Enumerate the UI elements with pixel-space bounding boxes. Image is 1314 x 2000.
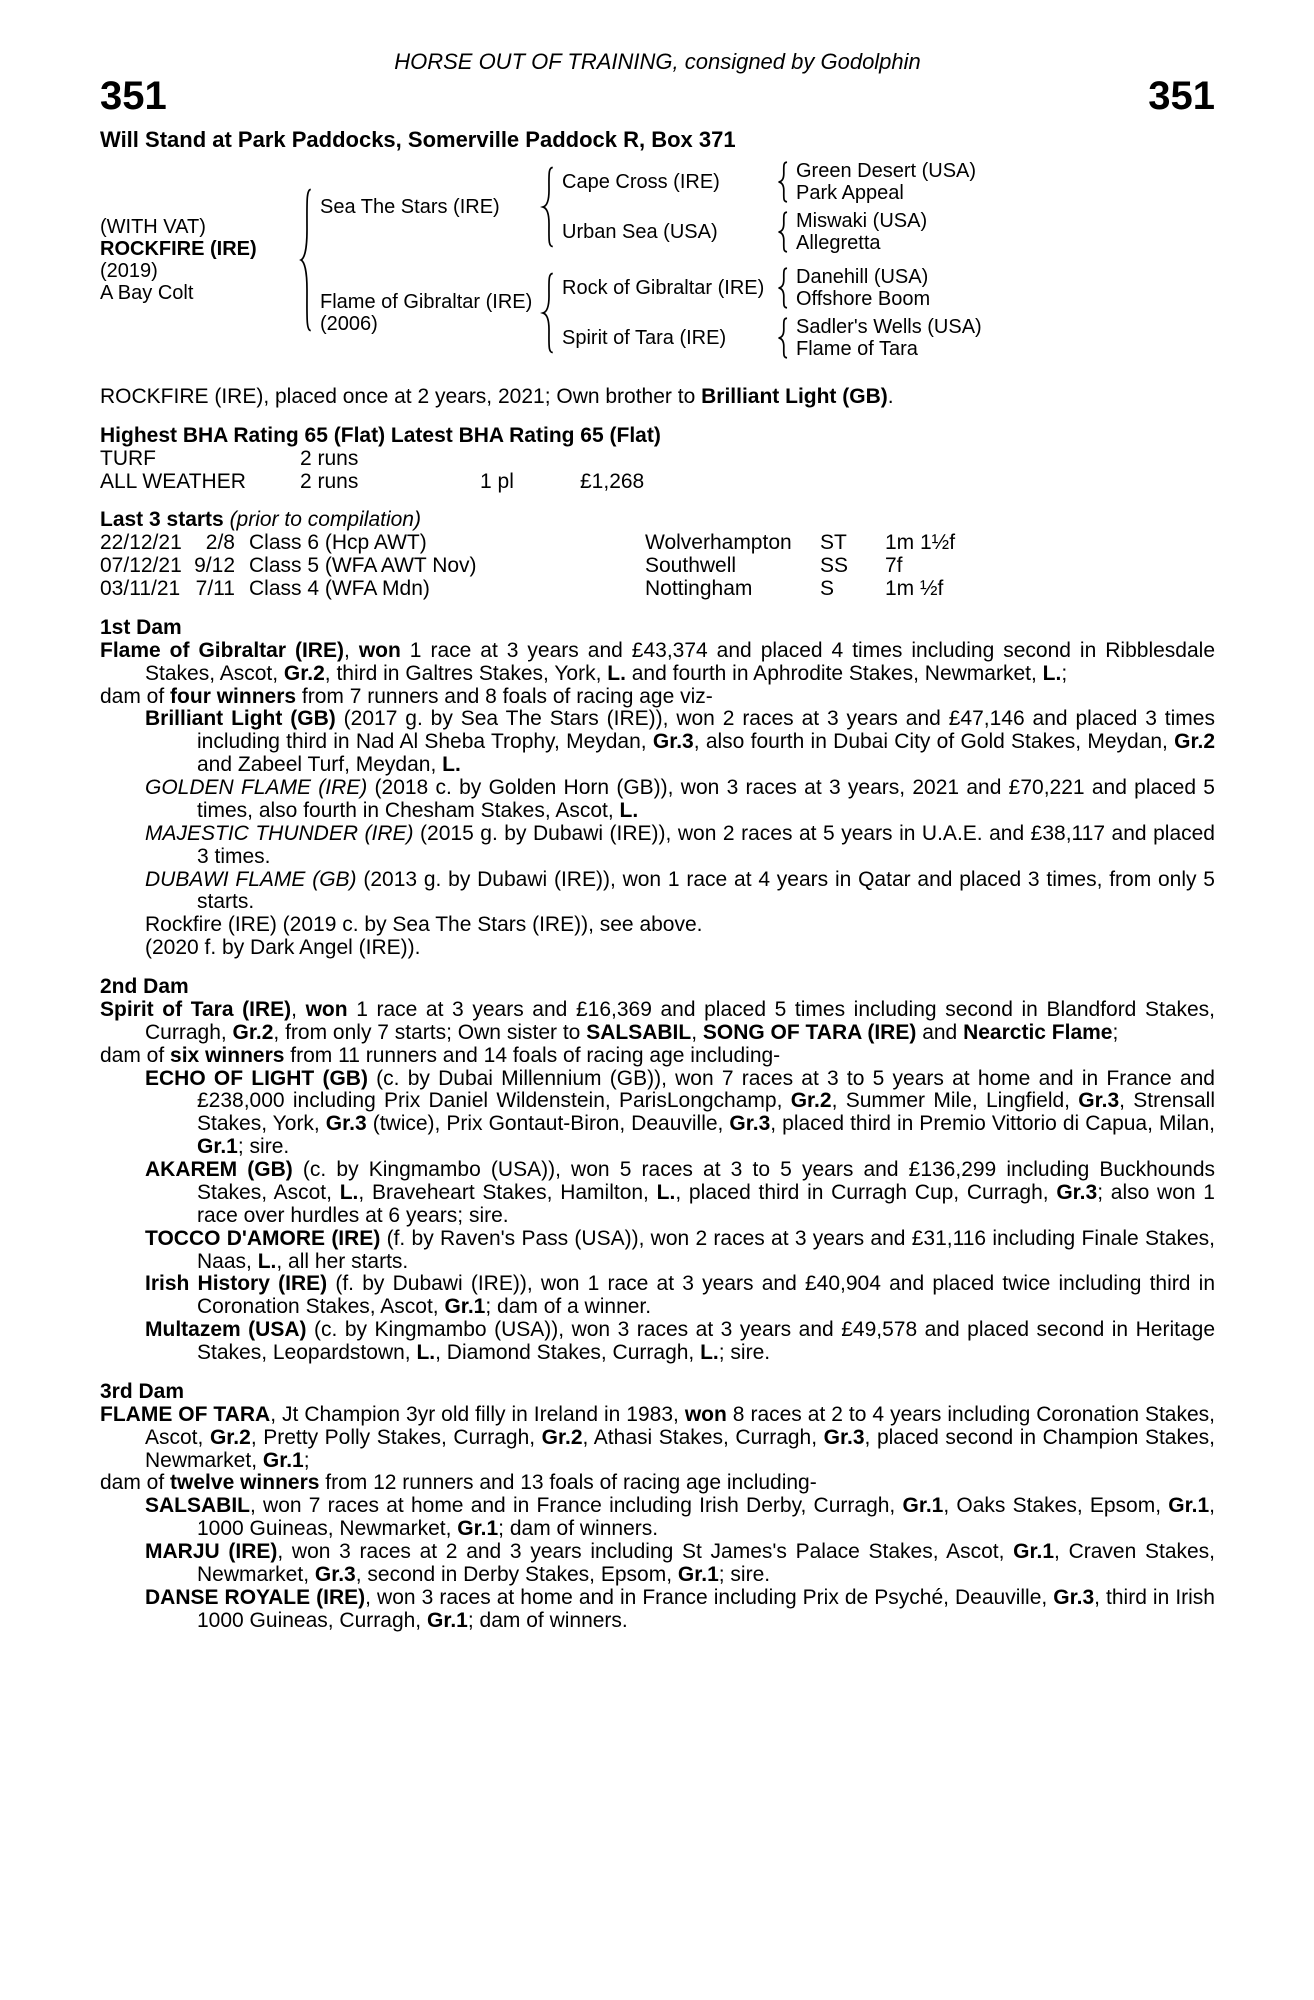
dam1-offspring-3: MAJESTIC THUNDER (IRE) (2015 g. by Dubawi (IRE)), won 2 races at 5 years in U.A.E. and £38,117 and placed 3 times. (145, 821, 1215, 868)
brace-icon (776, 211, 789, 253)
lot-number-row (100, 73, 1215, 118)
rating-surface: ALL WEATHER (100, 469, 246, 493)
dam1-offspring-5: Rockfire (IRE) (2019 c. by Sea The Stars (IRE)), see above. (145, 913, 703, 937)
race-row (100, 532, 1215, 555)
race-course: Southwell (645, 554, 737, 578)
race-going: ST (820, 531, 847, 555)
race-row (100, 555, 1215, 578)
pedigree-dam-sire-branch (562, 266, 982, 310)
dam3-offspring-1: SALSABIL, won 7 races at home and in France including Irish Derby, Curragh, Gr.1, Oaks Stakes, Epsom, Gr.1, 1000 Guineas, Newmarket, Gr.1; dam of winners. (145, 1494, 1215, 1541)
pedigree-dam-dam-sire: Sadler's Wells (USA) (796, 315, 982, 338)
dam3-summary: FLAME OF TARA, Jt Champion 3yr old filly in Ireland in 1983, won 8 races at 2 to 4 years including Coronation Stakes, Ascot, Gr.2, Pretty Polly Stakes, Curragh, Gr.2, Athasi Stakes, Curragh, Gr.3, placed second in Champion Stakes, Newmarket, Gr.1; (100, 1402, 1216, 1472)
race-date: 03/11/21 (100, 577, 181, 601)
dam2-offspring-2: AKAREM (GB) (c. by Kingmambo (USA)), won 5 races at 3 to 5 years and £136,299 including Buckhounds Stakes, Ascot, L., Braveheart Stakes, Hamilton, L., placed third in Curragh Cup, Curragh, Gr.3; also won 1 race over hurdles at 6 years; sire. (145, 1158, 1215, 1227)
last-starts-block (100, 509, 1215, 601)
dam1-offspring-6: (2020 f. by Dark Angel (IRE)). (145, 936, 421, 960)
dam3-section (100, 1381, 1215, 1633)
pedigree-dam (320, 291, 538, 335)
race-course: Wolverhampton (645, 531, 792, 555)
brace-icon (540, 271, 555, 355)
brace-icon (776, 161, 789, 203)
dam1-offspring-4: DUBAWI FLAME (GB) (2013 g. by Dubawi (IRE)), won 1 race at 4 years in Qatar and placed 3 times, from only 5 starts. (145, 867, 1215, 914)
dam1-produce-note: dam of four winners from 7 runners and 8 foals of racing age viz- (100, 684, 713, 708)
bha-rating-line: Highest BHA Rating 65 (Flat) Latest BHA Rating 65 (Flat) (100, 423, 661, 447)
rating-row-all-weather (100, 471, 1215, 494)
race-going: S (820, 577, 835, 601)
dam1-heading: 1st Dam (100, 615, 182, 639)
rating-places (480, 448, 580, 471)
dam2-offspring-5: Multazem (USA) (c. by Kingmambo (USA)), won 3 races at 3 years and £49,578 and placed second in Heritage Stakes, Leopardstown, L., Diamond Stakes, Curragh, L.; sire. (145, 1318, 1215, 1365)
rating-surface: TURF (100, 446, 156, 470)
pedigree-sire-sire-branch (562, 160, 976, 204)
dam2-summary: Spirit of Tara (IRE), won 1 race at 3 years and £16,369 and placed 5 times including second in Blandford Stakes, Curragh, Gr.2, from only 7 starts; Own sister to SALSABIL, SONG OF TARA (IRE) and Nearctic Flame; (100, 997, 1216, 1044)
pedigree-sire-sire-dam: Park Appeal (796, 181, 904, 204)
dam1-offspring-2: GOLDEN FLAME (IRE) (2018 c. by Golden Horn (GB)), won 3 races at 3 years, 2021 and £70,221 and placed 5 times, also fourth in Chesham Stakes, Ascot, L. (145, 776, 1215, 822)
race-class: Class 5 (WFA AWT Nov) (249, 554, 477, 578)
race-date: 22/12/21 (100, 531, 182, 555)
dam3-offspring-2: MARJU (IRE), won 3 races at 2 and 3 years including St James's Palace Stakes, Ascot, Gr.1, Craven Stakes, Newmarket, Gr.3, second in Derby Stakes, Epsom, Gr.1; sire. (145, 1540, 1216, 1586)
pedigree-dam-sire-sire: Danehill (USA) (796, 265, 929, 288)
pedigree-sire: Sea The Stars (IRE) (320, 195, 500, 218)
race-row (100, 578, 1215, 601)
race-distance: 7f (885, 554, 903, 578)
pedigree-dam-year: (2006) (320, 312, 378, 335)
dam2-produce-note: dam of six winners from 11 runners and 14 foals of racing age including- (100, 1043, 781, 1067)
race-date: 07/12/21 (100, 554, 182, 578)
bha-rating-block (100, 425, 1215, 494)
pedigree-subject (100, 216, 296, 304)
pedigree-dam-branch (320, 266, 982, 360)
pedigree-dam-sire: Rock of Gibraltar (IRE) (562, 276, 765, 299)
pedigree-sire-sire: Cape Cross (IRE) (562, 170, 720, 193)
pedigree-dam-dam-branch (562, 316, 982, 360)
race-going: SS (820, 554, 849, 578)
pedigree-dam-dam: Spirit of Tara (IRE) (562, 326, 727, 349)
brace-icon (776, 267, 789, 309)
horse-name: ROCKFIRE (IRE) (100, 237, 257, 260)
dam2-section (100, 976, 1215, 1365)
stand-location: Will Stand at Park Paddocks, Somerville Paddock R, Box 371 (100, 126, 736, 152)
pedigree-sire-dam-dam: Allegretta (796, 231, 881, 254)
dam3-heading: 3rd Dam (100, 1379, 185, 1403)
pedigree-sire-dam-branch (562, 210, 976, 254)
pedigree-table (100, 160, 1215, 360)
rating-runs: 2 runs (300, 446, 359, 470)
race-position: 2/8 (205, 531, 235, 555)
last-starts-heading: Last 3 starts (prior to compilation) (100, 508, 421, 532)
rating-row-turf (100, 448, 1215, 471)
rating-places: 1 pl (480, 469, 514, 493)
dam1-offspring-1: Brilliant Light (GB) (2017 g. by Sea The Stars (IRE)), won 2 races at 3 years and £47,146 and placed 3 times including third in Nad Al Sheba Trophy, Meydan, Gr.3, also fourth in Dubai City of Gold Stakes, Meydan, Gr.2 and Zabeel Turf, Meydan, L. (145, 707, 1216, 777)
brace-icon (298, 185, 313, 335)
pedigree-sire-dam-sire: Miswaki (USA) (796, 209, 928, 232)
rating-runs: 2 runs (300, 469, 359, 493)
race-class: Class 4 (WFA Mdn) (249, 577, 430, 601)
dam3-produce-note: dam of twelve winners from 12 runners and 13 foals of racing age including- (100, 1471, 817, 1495)
dam1-section (100, 617, 1215, 960)
foaling-year: (2019) (100, 259, 158, 282)
dam3-offspring-3: DANSE ROYALE (IRE), won 3 races at home and in France including Prix de Psyché, Deauville, Gr.3, third in Irish 1000 Guineas, Curragh, Gr.1; dam of winners. (145, 1585, 1215, 1632)
brace-icon (776, 317, 789, 359)
with-vat-note: (WITH VAT) (100, 215, 206, 238)
colour-sex: A Bay Colt (100, 281, 194, 304)
race-class: Class 6 (Hcp AWT) (249, 531, 427, 555)
intro-line: ROCKFIRE (IRE), placed once at 2 years, 2021; Own brother to Brilliant Light (GB). (100, 384, 894, 408)
pedigree-sire-sire-sire: Green Desert (USA) (796, 159, 977, 182)
page-title: HORSE OUT OF TRAINING, consigned by Godolphin (394, 49, 921, 74)
race-course: Nottingham (645, 577, 753, 601)
pedigree-sire-dam: Urban Sea (USA) (562, 220, 718, 243)
brace-icon (540, 165, 555, 249)
dam2-heading: 2nd Dam (100, 975, 189, 999)
pedigree-dam-sire-dam: Offshore Boom (796, 287, 931, 310)
dam2-offspring-1: ECHO OF LIGHT (GB) (c. by Dubai Millennium (GB)), won 7 races at 3 to 5 years at home and in France and £238,000 including Prix Daniel Wildenstein, ParisLongchamp, Gr.2, Summer Mile, Lingfield, Gr.3, Strensall Stakes, York, Gr.3 (twice), Prix Gontaut-Biron, Deauville, Gr.3, placed third in Premio Vittorio di Capua, Milan, Gr.1; sire. (145, 1066, 1215, 1159)
race-distance: 1m ½f (885, 577, 944, 601)
dam1-summary: Flame of Gibraltar (IRE), won 1 race at 3 years and £43,374 and placed 4 times including second in Ribblesdale Stakes, Ascot, Gr.2, third in Galtres Stakes, York, L. and fourth in Aphrodite Stakes, Newmarket, L.; (100, 638, 1215, 685)
lot-number-right: 351 (1148, 73, 1215, 118)
race-position: 7/11 (195, 577, 235, 601)
rating-earnings (580, 448, 1215, 471)
race-position: 9/12 (194, 554, 235, 578)
rating-earnings: £1,268 (580, 469, 645, 493)
dam2-offspring-4: Irish History (IRE) (f. by Dubawi (IRE)), won 1 race at 3 years and £40,904 and placed twice including third in Coronation Stakes, Ascot, Gr.1; dam of a winner. (145, 1272, 1215, 1319)
pedigree-dam-name: Flame of Gibraltar (IRE) (320, 290, 533, 313)
lot-number-left: 351 (100, 73, 167, 118)
dam2-offspring-3: TOCCO D'AMORE (IRE) (f. by Raven's Pass (USA)), won 2 races at 3 years and £31,116 including Finale Stakes, Naas, L., all her starts. (145, 1226, 1215, 1273)
race-distance: 1m 1½f (885, 531, 956, 555)
pedigree-dam-dam-dam: Flame of Tara (796, 337, 918, 360)
pedigree-sire-branch (320, 160, 982, 254)
